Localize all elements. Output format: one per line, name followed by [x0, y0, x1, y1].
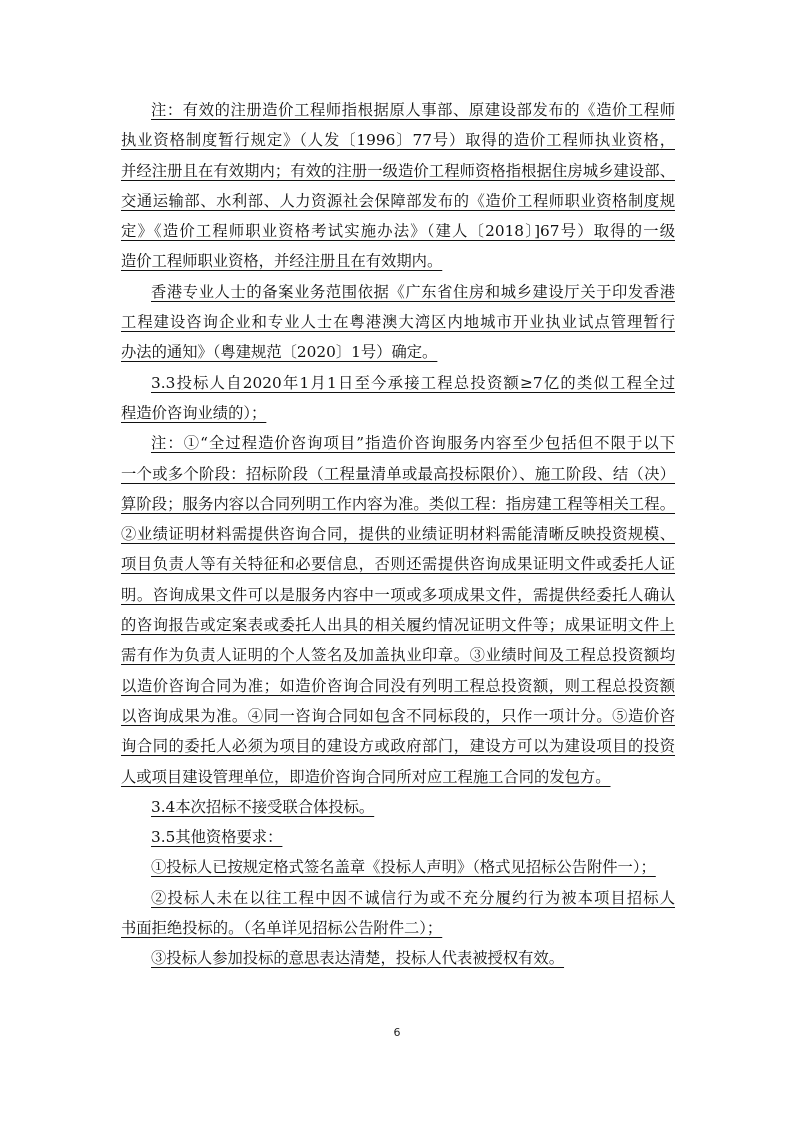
text-line: 香港专业人士的备案业务范围依据《广东省住房和城乡建设厅关于印发香港 [151, 282, 675, 301]
text-line: 需有作为负责人证明的个人签名及加盖执业印章。③业绩时间及工程总投资额均 [121, 646, 675, 665]
text-line: 明。咨询成果文件可以是服务内容中一项或多项成果文件，需提供经委托人确认 [121, 585, 675, 604]
text-line: 3.4本次招标不接受联合体投标。 [151, 797, 375, 816]
text-line: 询合同的委托人必须为项目的建设方或政府部门，建设方可以为建设项目的投资 [121, 737, 675, 756]
hong-kong-professionals-paragraph [121, 277, 675, 368]
text-line: 算阶段；服务内容以合同列明工作内容为准。类似工程：指房建工程等相关工程。 [121, 494, 675, 513]
text-line: 3.3投标人自2020年1月1日至今承接工程总投资额≥7亿的类似工程全过 [151, 373, 675, 392]
text-line: 定》《造价工程师职业资格考试实施办法》（建人〔2018〕]67号）取得的一级 [121, 222, 675, 241]
clause-3-5 [121, 822, 675, 852]
text-line: 并经注册且在有效期内；有效的注册一级造价工程师资格指根据住房城乡建设部、 [121, 161, 675, 180]
text-line: 工程建设咨询企业和专业人士在粤港澳大湾区内地城市开业执业试点管理暂行 [121, 313, 675, 332]
text-line: 执业资格制度暂行规定》（人发〔1996〕77号）取得的造价工程师执业资格， [121, 131, 675, 150]
text-line: 办法的通知》（粤建规范〔2020〕1号）确定。 [121, 343, 438, 362]
text-line: 人或项目建设管理单位，即造价咨询合同所对应工程施工合同的发包方。 [121, 767, 611, 786]
requirement-1 [121, 852, 675, 882]
document-body [121, 95, 675, 974]
text-line: 以造价咨询合同为准；如造价咨询合同没有列明工程总投资额，则工程总投资额 [121, 676, 675, 695]
requirement-3 [121, 943, 675, 973]
note-whole-process-project [121, 428, 675, 792]
text-line: 项目负责人等有关特征和必要信息，否则还需提供咨询成果证明文件或委托人证 [121, 555, 675, 574]
text-line: 3.5其他资格要求： [151, 828, 283, 847]
clause-3-3 [121, 368, 675, 429]
text-line: 注：①“全过程造价咨询项目”指造价咨询服务内容至少包括但不限于以下 [151, 434, 675, 453]
page-number: 6 [393, 1026, 401, 1039]
text-line: 交通运输部、水利部、人力资源社会保障部发布的《造价工程师职业资格制度规 [121, 191, 675, 210]
requirement-2 [121, 883, 675, 944]
text-line: 以咨询成果为准。④同一咨询合同如包含不同标段的，只作一项计分。⑤造价咨 [121, 706, 675, 725]
text-line: 程造价咨询业绩的）； [121, 403, 267, 422]
note-registered-cost-engineer [121, 95, 675, 277]
text-line: 造价工程师职业资格，并经注册且在有效期内。 [121, 252, 443, 271]
text-line: 一个或多个阶段：招标阶段（工程量清单或最高投标限价）、施工阶段、结（决） [121, 464, 675, 483]
text-line: ②业绩证明材料需提供咨询合同，提供的业绩证明材料需能清晰反映投资规模、 [121, 525, 675, 544]
text-line: ②投标人未在以往工程中因不诚信行为或不充分履约行为被本项目招标人 [151, 888, 675, 907]
text-line: ①投标人已按规定格式签名盖章《投标人声明》（格式见招标公告附件一）； [151, 858, 656, 877]
text-line: 注：有效的注册造价工程师指根据原人事部、原建设部发布的《造价工程师 [151, 101, 675, 119]
text-line: 书面拒绝投标的。（名单详见招标公告附件二）； [121, 919, 443, 938]
text-line: 的咨询报告或定案表或委托人出具的相关履约情况证明文件等；成果证明文件上 [121, 616, 675, 635]
text-line: ③投标人参加投标的意思表达清楚，投标人代表被授权有效。 [151, 949, 565, 968]
clause-3-4 [121, 792, 675, 822]
